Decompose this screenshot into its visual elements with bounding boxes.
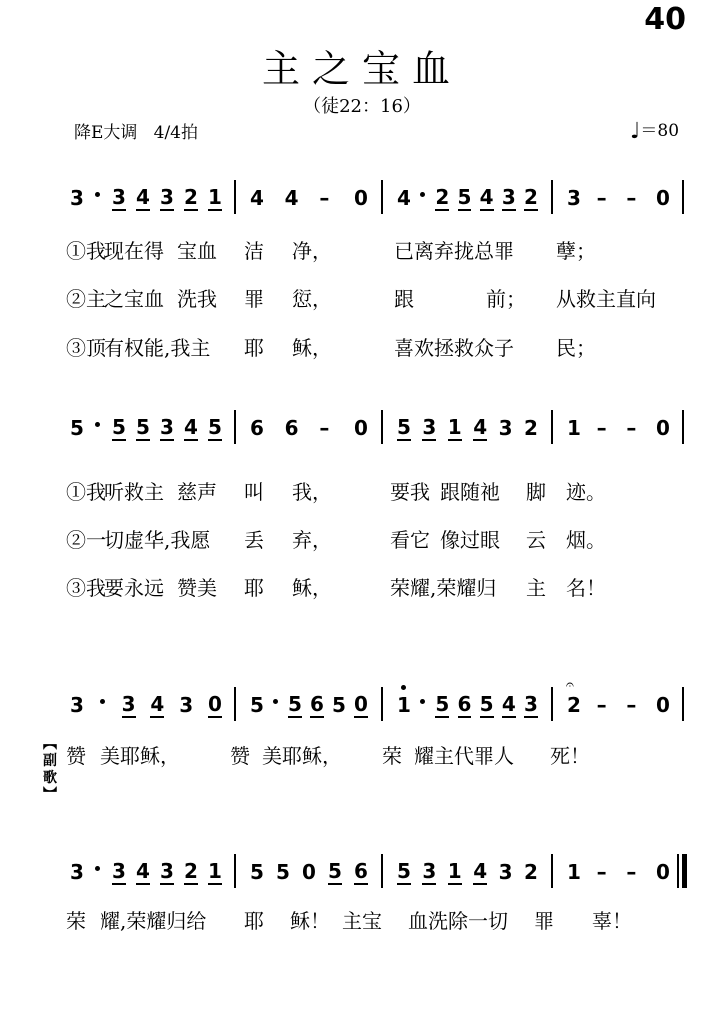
lyric-syllable: ③顶 bbox=[66, 336, 106, 360]
notation-line bbox=[0, 178, 724, 218]
dash-note: – bbox=[626, 416, 637, 440]
lyric-syllable: 从救主直向 bbox=[556, 287, 656, 311]
lyric-syllable: 现在得 bbox=[104, 239, 164, 263]
note: 3 bbox=[524, 692, 538, 716]
lyric-syllable: 死！ bbox=[550, 744, 590, 768]
note: 4 bbox=[397, 186, 411, 210]
tempo-value: ＝80 bbox=[640, 121, 680, 141]
note: 2 bbox=[524, 185, 538, 209]
note: 3 bbox=[70, 693, 84, 717]
lyric-syllable: 叫 bbox=[244, 480, 264, 504]
note: 5 bbox=[250, 860, 264, 884]
rest-note: 0 bbox=[656, 693, 670, 717]
lyric-syllable: 荣耀,荣耀归 bbox=[390, 576, 497, 600]
lyric-syllable: 耀,荣耀归给 bbox=[100, 909, 207, 933]
rest-note: 0 bbox=[302, 860, 316, 884]
note: 5 bbox=[457, 185, 472, 209]
note: 5 bbox=[70, 416, 84, 440]
note: 4 bbox=[284, 186, 299, 210]
note: 5 bbox=[288, 692, 302, 716]
lyric-syllable: 我， bbox=[292, 480, 332, 504]
note: 3 bbox=[160, 185, 174, 209]
note: 6 bbox=[284, 416, 299, 440]
rest-note: 0 bbox=[208, 692, 222, 716]
note: 3 bbox=[498, 416, 513, 440]
note: 4 bbox=[250, 186, 264, 210]
augmentation-dot bbox=[420, 699, 425, 704]
final-barline bbox=[682, 854, 687, 888]
barline bbox=[381, 410, 383, 444]
final-barline-thin bbox=[677, 854, 679, 888]
augmentation-dot bbox=[95, 192, 100, 197]
lyric-syllable: 像过眼 bbox=[440, 528, 500, 552]
lyric-syllable: 跟随祂 bbox=[440, 480, 500, 504]
barline bbox=[551, 687, 553, 721]
page-number: 40 bbox=[644, 2, 686, 37]
note: 5 bbox=[435, 692, 450, 716]
lyric-syllable: 耶 bbox=[244, 336, 264, 360]
barline bbox=[234, 687, 236, 721]
note: 2 bbox=[524, 860, 538, 884]
lyric-syllable: 美耶稣， bbox=[100, 744, 180, 768]
augmentation-dot bbox=[273, 699, 278, 704]
augmentation-dot bbox=[420, 192, 425, 197]
lyric-syllable: 脚 bbox=[526, 480, 546, 504]
lyric-line bbox=[66, 572, 686, 606]
lyric-syllable: 孽； bbox=[556, 239, 596, 263]
augmentation-dot bbox=[95, 422, 100, 427]
note: 1 bbox=[208, 859, 222, 883]
lyric-line bbox=[66, 476, 686, 510]
lyric-syllable: 烟。 bbox=[566, 528, 606, 552]
note: 4 bbox=[479, 185, 494, 209]
note: 5 bbox=[208, 415, 222, 439]
lyric-syllable: 宝血 bbox=[177, 239, 217, 263]
scripture-reference: （徒22：16） bbox=[303, 96, 421, 117]
barline bbox=[234, 854, 236, 888]
note: 1 bbox=[397, 693, 411, 717]
lyric-line bbox=[66, 740, 686, 774]
augmentation-dot bbox=[95, 866, 100, 871]
refrain-label-char: ︼ bbox=[43, 787, 57, 803]
lyric-syllable: 洗我 bbox=[177, 287, 217, 311]
lyric-syllable: 欢拯救众子 bbox=[414, 336, 514, 360]
lyric-syllable: 喜 bbox=[394, 336, 414, 360]
note: 2 bbox=[184, 859, 198, 883]
rest-note: 0 bbox=[656, 416, 670, 440]
note: 3 bbox=[422, 859, 437, 883]
note: 6 bbox=[250, 416, 264, 440]
barline bbox=[682, 180, 684, 214]
lyric-syllable: 迹。 bbox=[566, 480, 606, 504]
lyric-syllable: 丢 bbox=[244, 528, 264, 552]
lyric-syllable: 要永远 bbox=[104, 576, 164, 600]
octave-up-dot bbox=[401, 685, 406, 690]
note: 1 bbox=[447, 415, 462, 439]
lyric-line bbox=[66, 332, 686, 366]
lyric-syllable: 要我 bbox=[390, 480, 430, 504]
note: 3 bbox=[498, 860, 513, 884]
lyric-syllable: 稣！ bbox=[290, 909, 330, 933]
notation-line bbox=[0, 408, 724, 448]
note: 4 bbox=[473, 859, 488, 883]
lyric-syllable: 愆， bbox=[292, 287, 332, 311]
notation-line bbox=[0, 852, 724, 892]
barline bbox=[551, 854, 553, 888]
lyric-syllable: 耶 bbox=[244, 909, 264, 933]
lyric-syllable: 稣， bbox=[292, 576, 332, 600]
note: 4 bbox=[184, 415, 198, 439]
note: 2 bbox=[184, 185, 198, 209]
lyric-syllable: 耶 bbox=[244, 576, 264, 600]
note: 5 bbox=[276, 860, 290, 884]
rest-note: 0 bbox=[354, 692, 368, 716]
key-signature: 降E大调 bbox=[74, 123, 138, 143]
lyric-syllable: 主宝 bbox=[342, 909, 382, 933]
lyric-syllable: 荣 bbox=[66, 909, 86, 933]
lyric-syllable: 荣 bbox=[382, 744, 402, 768]
note: 4 bbox=[136, 859, 150, 883]
lyric-syllable: 辜！ bbox=[592, 909, 632, 933]
note: 1 bbox=[447, 859, 462, 883]
rest-note: 0 bbox=[656, 860, 670, 884]
note: 3 bbox=[112, 859, 126, 883]
lyric-syllable: 已 bbox=[394, 239, 414, 263]
note: 2 bbox=[435, 185, 450, 209]
note: 4 bbox=[501, 692, 516, 716]
lyric-syllable: 耀主代罪人 bbox=[414, 744, 514, 768]
note: 4 bbox=[473, 415, 488, 439]
note: 6 bbox=[457, 692, 472, 716]
lyric-line bbox=[66, 283, 686, 317]
lyric-line bbox=[66, 235, 686, 269]
lyric-syllable: 切虚华,我愿 bbox=[104, 528, 211, 552]
fermata-icon: 𝄐 bbox=[566, 677, 574, 693]
note: 3 bbox=[112, 185, 126, 209]
lyric-syllable: 洁 bbox=[244, 239, 264, 263]
note: 2 bbox=[524, 416, 538, 440]
song-title: 主之宝血 bbox=[261, 47, 462, 91]
lyric-line bbox=[66, 905, 686, 939]
lyric-syllable: 看它 bbox=[390, 528, 430, 552]
lyric-syllable: ②主 bbox=[66, 287, 106, 311]
dash-note: – bbox=[626, 693, 637, 717]
refrain-label-char: ︻ bbox=[43, 736, 57, 752]
refrain-label-char: 歌 bbox=[43, 770, 57, 786]
note: 3 bbox=[70, 860, 84, 884]
dash-note: – bbox=[626, 186, 637, 210]
dash-note: – bbox=[596, 186, 607, 210]
dash-note: – bbox=[596, 416, 607, 440]
note: 1 bbox=[208, 185, 222, 209]
note: 6 bbox=[310, 692, 324, 716]
key-time-signature bbox=[74, 118, 198, 143]
barline bbox=[682, 687, 684, 721]
barline bbox=[234, 410, 236, 444]
note: 3 bbox=[179, 693, 194, 717]
rest-note: 0 bbox=[656, 186, 670, 210]
dash-note: – bbox=[596, 693, 607, 717]
note: 3 bbox=[160, 415, 174, 439]
barline bbox=[381, 180, 383, 214]
note: 5 bbox=[397, 859, 411, 883]
lyric-syllable: 离弃拢总罪 bbox=[414, 239, 514, 263]
lyric-syllable: 民； bbox=[556, 336, 596, 360]
lyric-syllable: 赞 bbox=[230, 744, 250, 768]
note: 5 bbox=[328, 859, 342, 883]
barline bbox=[234, 180, 236, 214]
note: 3 bbox=[501, 185, 516, 209]
note: 2 bbox=[567, 693, 581, 717]
refrain-label bbox=[40, 736, 60, 804]
barline bbox=[381, 854, 383, 888]
lyric-syllable: 血洗除一切 bbox=[408, 909, 508, 933]
lyric-syllable: 主 bbox=[526, 576, 546, 600]
lyric-syllable: 跟 bbox=[394, 287, 414, 311]
note: 3 bbox=[160, 859, 174, 883]
lyric-syllable: 净， bbox=[292, 239, 332, 263]
rest-note: 0 bbox=[354, 186, 368, 210]
quarter-note-icon: ♩ bbox=[630, 119, 641, 144]
notation-line bbox=[0, 677, 724, 725]
lyric-syllable: ①我 bbox=[66, 480, 106, 504]
refrain-label-char: 副 bbox=[43, 753, 57, 769]
lyric-line bbox=[66, 524, 686, 558]
note: 5 bbox=[136, 415, 150, 439]
lyric-syllable: 赞 bbox=[66, 744, 86, 768]
dash-note: – bbox=[596, 860, 607, 884]
lyric-syllable: 稣， bbox=[292, 336, 332, 360]
note: 3 bbox=[121, 692, 136, 716]
note: 3 bbox=[567, 186, 581, 210]
note: 6 bbox=[354, 859, 368, 883]
barline bbox=[381, 687, 383, 721]
lyric-syllable: 赞美 bbox=[177, 576, 217, 600]
note: 1 bbox=[567, 860, 581, 884]
barline bbox=[551, 410, 553, 444]
lyric-syllable: 有权能,我主 bbox=[104, 336, 211, 360]
lyric-syllable: 罪 bbox=[244, 287, 264, 311]
lyric-syllable: 云 bbox=[526, 528, 546, 552]
lyric-syllable: 听救主 bbox=[104, 480, 164, 504]
note: 5 bbox=[332, 693, 346, 717]
note: 5 bbox=[397, 415, 411, 439]
note: 5 bbox=[479, 692, 494, 716]
lyric-syllable: 前； bbox=[486, 287, 526, 311]
barline bbox=[682, 410, 684, 444]
lyric-syllable: 名！ bbox=[566, 576, 606, 600]
lyric-syllable: 慈声 bbox=[177, 480, 217, 504]
note: 5 bbox=[112, 415, 126, 439]
note: 1 bbox=[567, 416, 581, 440]
dash-note: – bbox=[319, 186, 330, 210]
augmentation-dot bbox=[100, 699, 105, 704]
note: 5 bbox=[250, 693, 264, 717]
tempo-marking bbox=[630, 116, 679, 144]
note: 3 bbox=[70, 186, 84, 210]
note: 4 bbox=[150, 692, 165, 716]
rest-note: 0 bbox=[354, 416, 368, 440]
barline bbox=[551, 180, 553, 214]
dash-note: – bbox=[319, 416, 330, 440]
time-signature: 4/4拍 bbox=[153, 123, 198, 143]
lyric-syllable: 美耶稣， bbox=[262, 744, 342, 768]
lyric-syllable: 罪 bbox=[534, 909, 554, 933]
note: 4 bbox=[136, 185, 150, 209]
lyric-syllable: ②一 bbox=[66, 528, 106, 552]
lyric-syllable: 弃， bbox=[292, 528, 332, 552]
lyric-syllable: ③我 bbox=[66, 576, 106, 600]
lyric-syllable: 之宝血 bbox=[104, 287, 164, 311]
lyric-syllable: ①我 bbox=[66, 239, 106, 263]
note: 3 bbox=[422, 415, 437, 439]
dash-note: – bbox=[626, 860, 637, 884]
